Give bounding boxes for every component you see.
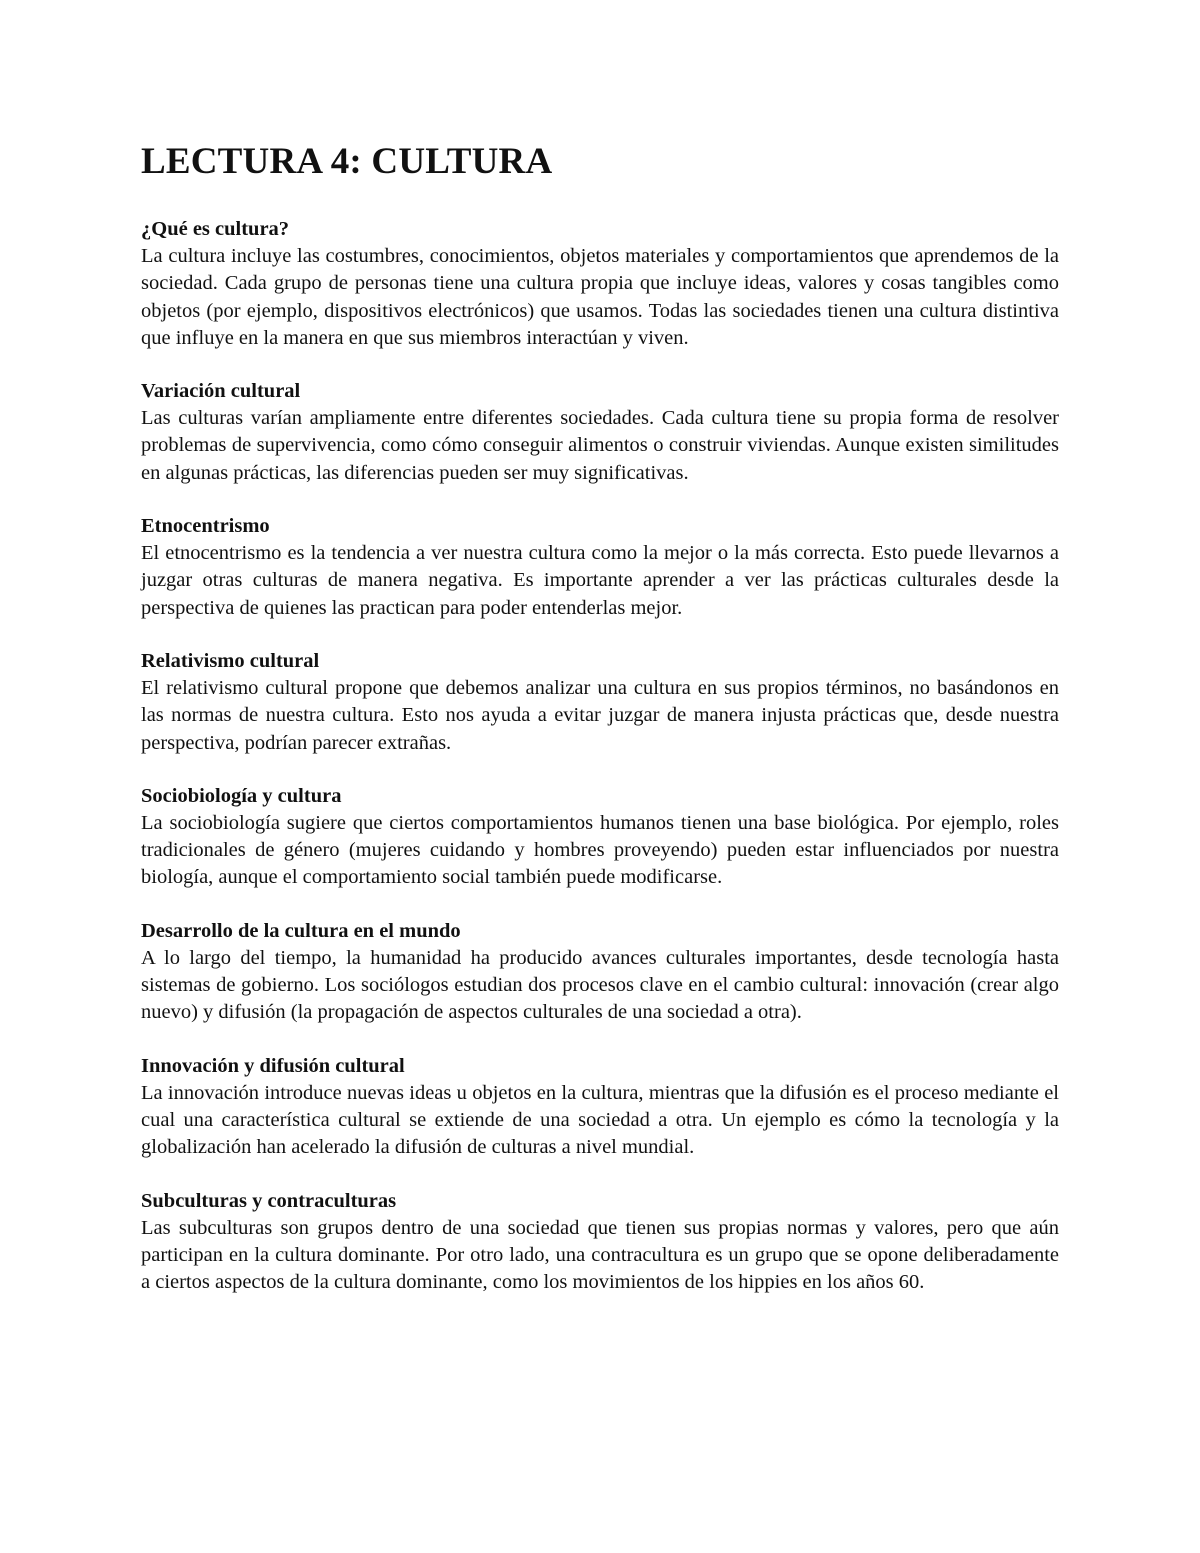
section-heading: Innovación y difusión cultural (141, 1054, 405, 1077)
section-relativismo-cultural (141, 648, 1059, 757)
section-que-es-cultura (141, 216, 1059, 352)
section-desarrollo-de-la-cultura (141, 918, 1059, 1027)
section-body: Las subculturas son grupos dentro de una sociedad que tienen sus propias normas y valores, pero que aún participan en la cultura dominante. Por otro lado, una contracultura es un grupo que se opone deliberadamente a ciertos aspectos de la cultura dominante, como los movimientos de los hippies en los años 60. (141, 1216, 1059, 1294)
section-body: La cultura incluye las costumbres, conocimientos, objetos materiales y comportamientos que aprendemos de la sociedad. Cada grupo de personas tiene una cultura propia que incluye ideas, valores y cosas tangibles como objetos (por ejemplo, dispositivos electrónicos) que usamos. Todas las sociedades tienen una cultura distintiva que influye en la manera en que sus miembros interactúan y viven. (141, 245, 1059, 349)
document-page (141, 138, 1059, 1322)
section-body: El relativismo cultural propone que debemos analizar una cultura en sus propios términos, no basándonos en las normas de nuestra cultura. Esto nos ayuda a evitar juzgar de manera injusta prácticas que, desde nuestra perspectiva, podrían parecer extrañas. (141, 676, 1059, 754)
document-title: LECTURA 4: CULTURA (141, 141, 553, 182)
section-heading: Subculturas y contraculturas (141, 1189, 397, 1212)
section-body: La innovación introduce nuevas ideas u objetos en la cultura, mientras que la difusión es el proceso mediante el cual una característica cultural se extiende de una sociedad a otra. Un ejemplo es cómo la tecnología y la globalización han acelerado la difusión de culturas a nivel mundial. (141, 1081, 1059, 1159)
section-heading: Etnocentrismo (141, 515, 270, 538)
section-variacion-cultural (141, 378, 1059, 487)
section-etnocentrismo (141, 513, 1059, 622)
section-heading: Variación cultural (141, 380, 301, 403)
section-subculturas-y-contraculturas (141, 1188, 1059, 1297)
section-sociobiologia-y-cultura (141, 783, 1059, 892)
section-heading: Relativismo cultural (141, 649, 320, 672)
section-heading: Sociobiología y cultura (141, 784, 342, 807)
section-body: Las culturas varían ampliamente entre diferentes sociedades. Cada cultura tiene su propia forma de resolver problemas de supervivencia, como cómo conseguir alimentos o construir viviendas. Aunque existen similitudes en algunas prácticas, las diferencias pueden ser muy significativas. (141, 407, 1059, 484)
section-body: A lo largo del tiempo, la humanidad ha producido avances culturales importantes, desde tecnología hasta sistemas de gobierno. Los sociólogos estudian dos procesos clave en el cambio cultural: innovación (crear algo nuevo) y difusión (la propagación de aspectos culturales de una sociedad a otra). (141, 946, 1059, 1024)
section-body: La sociobiología sugiere que ciertos comportamientos humanos tienen una base biológica. Por ejemplo, roles tradicionales de género (mujeres cuidando y hombres proveyendo) pueden estar influenciados por nuestra biología, aunque el comportamiento social también puede modificarse. (141, 811, 1059, 889)
section-heading: Desarrollo de la cultura en el mundo (141, 919, 461, 942)
section-heading: ¿Qué es cultura? (141, 218, 290, 240)
section-innovacion-y-difusion (141, 1053, 1059, 1162)
section-body: El etnocentrismo es la tendencia a ver nuestra cultura como la mejor o la más correcta. Esto puede llevarnos a juzgar otras culturas de manera negativa. Es importante aprender a ver las prácticas culturales desde la perspectiva de quienes las practican para poder entenderlas mejor. (141, 542, 1059, 619)
